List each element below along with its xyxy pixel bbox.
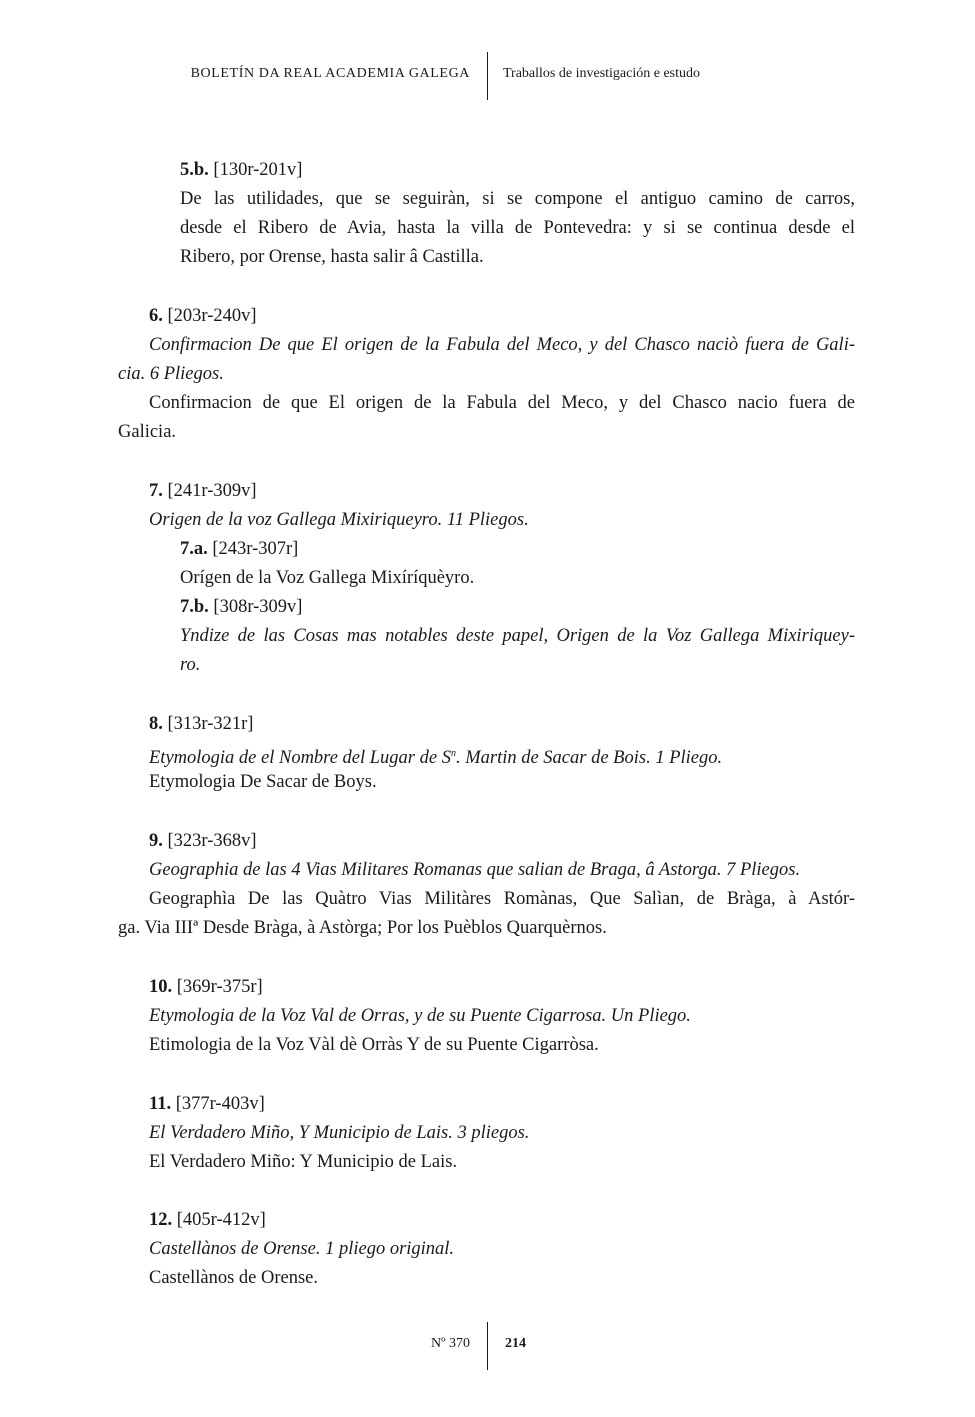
running-header	[0, 52, 975, 100]
entry-7b-heading	[180, 593, 302, 622]
entry-number: 8.	[149, 714, 163, 734]
entry-10-heading	[149, 973, 263, 1002]
entry-folios: [130r-201v]	[213, 160, 303, 180]
entry-6-heading	[149, 302, 257, 331]
entry-6-desc-line-1: Confirmacion de que El origen de la Fabula del Meco, y del Chasco nacio fuera de	[149, 393, 855, 413]
entry-number: 5.b.	[180, 160, 209, 180]
entry-9-desc-line-2: ga. Via IIIª Desde Bràga, à Astòrga; Por los Puèblos Quarquèrnos.	[118, 918, 607, 938]
footer-divider	[487, 1322, 488, 1370]
entry-number: 12.	[149, 1210, 173, 1230]
entry-7a-desc: Orígen de la Voz Gallega Mixíríquèyro.	[180, 568, 475, 588]
entry-12-title: Castellànos de Orense. 1 pliego original.	[149, 1239, 455, 1259]
entry-11-title: El Verdadero Miño, Y Municipio de Lais. 3 pliegos.	[149, 1123, 530, 1143]
page-footer	[0, 1322, 975, 1370]
entry-8-title-pre: Etymologia de el Nombre del Lugar de S	[149, 748, 451, 769]
entry-11-heading	[149, 1090, 265, 1119]
entry-folios: [203r-240v]	[167, 306, 257, 326]
entry-8-desc: Etymologia De Sacar de Boys.	[149, 772, 377, 792]
entry-7-title: Origen de la voz Gallega Mixiriqueyro. 11 Pliegos.	[149, 510, 529, 530]
entry-number: 7.	[149, 481, 163, 501]
entry-9-title: Geographia de las 4 Vias Militares Romanas que salian de Braga, â Astorga. 7 Pliegos.	[149, 860, 801, 880]
entry-8-title-post: . Martin de Sacar de Bois. 1 Pliego.	[455, 748, 723, 769]
entry-11-desc: El Verdadero Miño: Y Municipio de Lais.	[149, 1152, 458, 1172]
entry-6-title-line-2: cia. 6 Pliegos.	[118, 364, 224, 384]
entry-9-heading	[149, 827, 257, 856]
entry-number: 10.	[149, 977, 173, 997]
superscript-n: n	[450, 748, 456, 759]
entry-7b-line-2: ro.	[180, 655, 201, 675]
section-title: Traballos de investigación e estudo	[503, 66, 701, 81]
journal-title: BOLETÍN DA REAL ACADEMIA GALEGA	[190, 66, 470, 81]
entry-5b-line-3: Ribero, por Orense, hasta salir â Castilla.	[180, 247, 484, 267]
entry-12-heading	[149, 1206, 266, 1235]
entry-7-heading	[149, 477, 257, 506]
entry-number: 9.	[149, 831, 163, 851]
entry-5b-line-2: desde el Ribero de Avia, hasta la villa de Pontevedra: y si se continua desde el	[180, 218, 855, 238]
entry-7a-heading	[180, 535, 298, 564]
entry-10-desc: Etimologia de la Voz Vàl dè Orràs Y de su Puente Cigarròsa.	[149, 1035, 599, 1055]
entry-folios: [377r-403v]	[175, 1094, 265, 1114]
entry-folios: [308r-309v]	[213, 597, 303, 617]
entry-5b-line-1: De las utilidades, que se seguiràn, si se compone el antiguo camino de carros,	[180, 189, 855, 209]
entry-6-title-line-1: Confirmacion De que El origen de la Fabula del Meco, y del Chasco naciò fuera de Gali-	[149, 335, 855, 355]
header-divider	[487, 52, 488, 100]
issue-number: Nº 370	[431, 1336, 470, 1351]
entry-7b-line-1: Yndize de las Cosas mas notables deste papel, Origen de la Voz Gallega Mixiriquey-	[180, 626, 855, 646]
entry-9-desc-line-1: Geographìa De las Quàtro Vias Militàres Romànas, Que Salìan, de Bràga, à Astór-	[149, 889, 855, 909]
entry-10-title: Etymologia de la Voz Val de Orras, y de su Puente Cigarrosa. Un Pliego.	[149, 1006, 691, 1026]
entry-6-desc-line-2: Galicia.	[118, 422, 177, 442]
page-number: 214	[505, 1336, 526, 1351]
entry-12-desc: Castellànos de Orense.	[149, 1268, 319, 1288]
entry-number: 6.	[149, 306, 163, 326]
entry-number: 7.b.	[180, 597, 209, 617]
entry-number: 7.a.	[180, 539, 208, 559]
entry-folios: [243r-307r]	[212, 539, 299, 559]
entry-folios: [405r-412v]	[176, 1210, 266, 1230]
entry-5b-heading	[180, 156, 302, 185]
entry-number: 11.	[149, 1094, 172, 1114]
entry-folios: [241r-309v]	[167, 481, 257, 501]
entry-folios: [369r-375r]	[176, 977, 263, 997]
entry-folios: [313r-321r]	[167, 714, 254, 734]
entry-folios: [323r-368v]	[167, 831, 257, 851]
entry-8-heading	[149, 710, 253, 739]
